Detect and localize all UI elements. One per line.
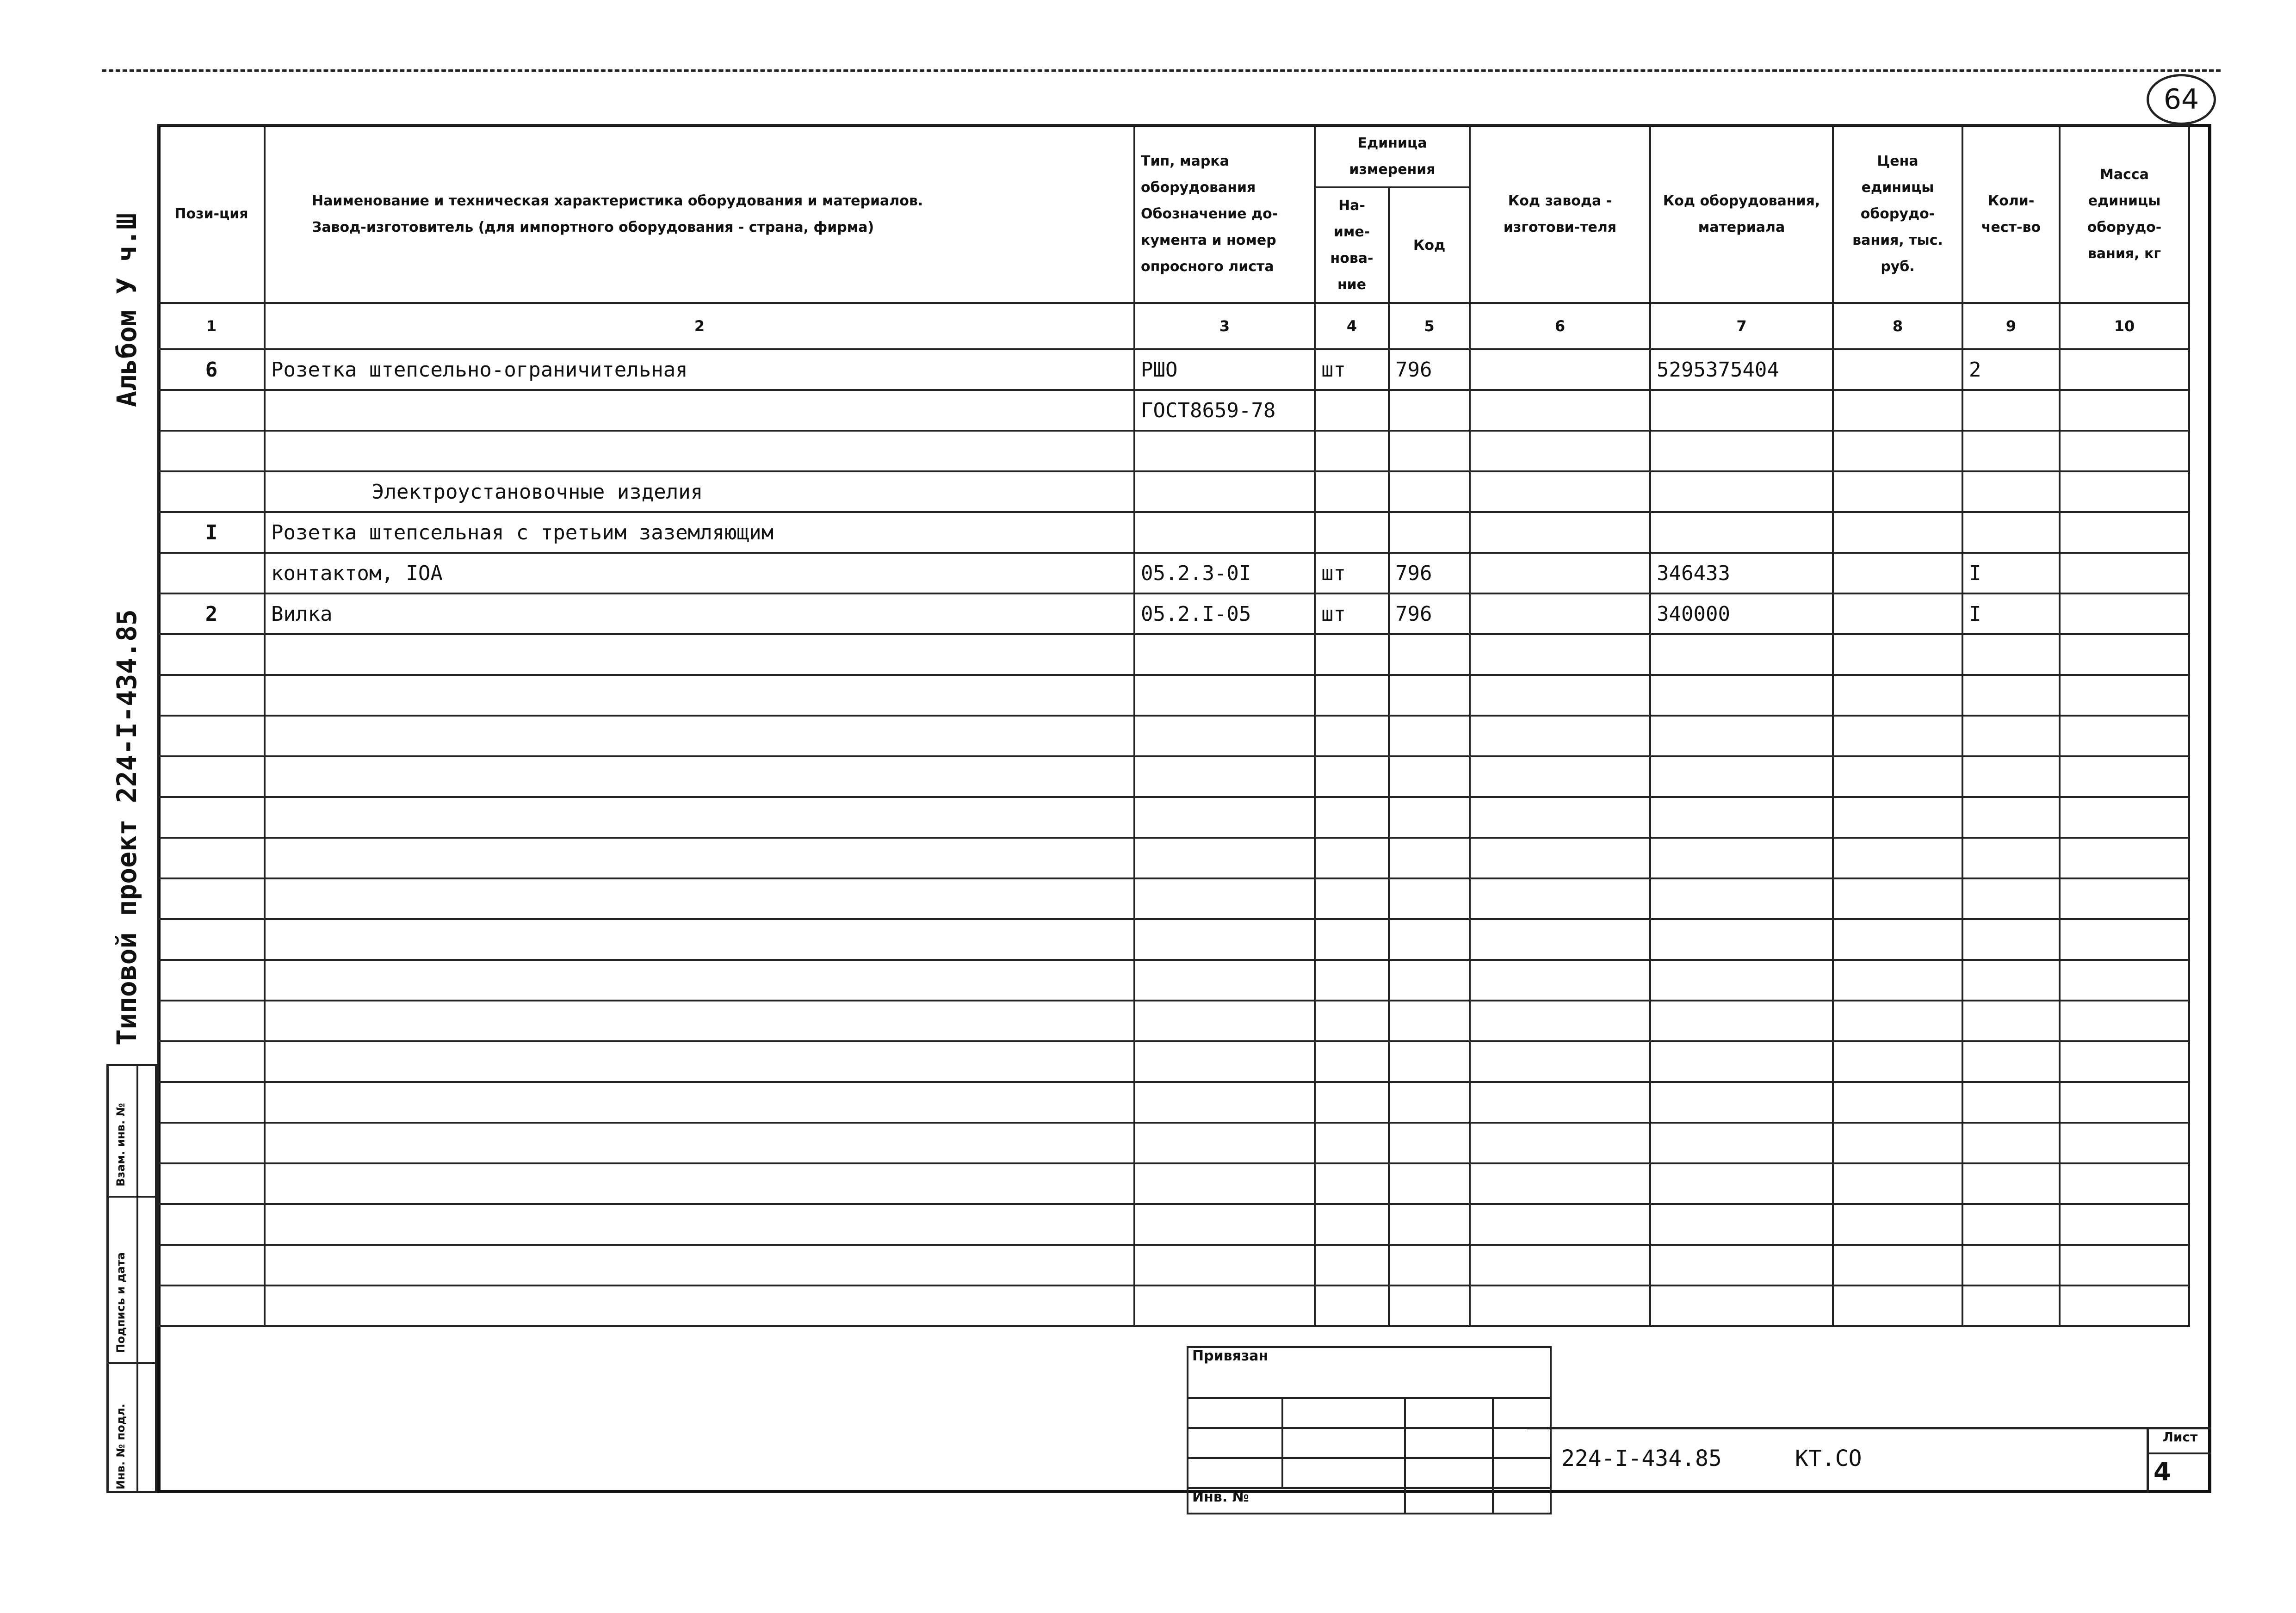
row-mass (2060, 471, 2189, 512)
row-quantity: 2 (1962, 349, 2060, 390)
row-code (1650, 512, 1833, 553)
row-position: I (158, 512, 265, 553)
header-type: Тип, марка оборудования Обозначение до-кумента и номер опросного листа (1134, 125, 1315, 303)
empty-row (158, 960, 2189, 1001)
empty-row (158, 1082, 2189, 1123)
row-mass (2060, 512, 2189, 553)
row-position (158, 390, 265, 431)
title-block-stamp (1187, 1346, 1552, 1514)
empty-row (158, 756, 2189, 797)
row-type: РШО (1134, 349, 1315, 390)
specification-table (157, 124, 2190, 1327)
row-unit: шт (1315, 349, 1389, 390)
empty-row (158, 675, 2189, 716)
row-mass (2060, 593, 2189, 634)
empty-row (158, 838, 2189, 878)
table-row (158, 471, 2189, 512)
stamp-inv: Инв. № (1188, 1488, 1405, 1514)
header-price: Цена единицы оборудо-вания, тыс. руб. (1833, 125, 1962, 303)
row-unit-code (1389, 390, 1470, 431)
row-unit (1315, 431, 1389, 471)
row-price (1833, 390, 1962, 431)
row-type: 05.2.3-0I (1134, 553, 1315, 593)
row-unit-code (1389, 431, 1470, 471)
row-name: Вилка (265, 593, 1134, 634)
row-code (1650, 431, 1833, 471)
header-equipment-code: Код оборудования, материала (1650, 125, 1833, 303)
row-code: 346433 (1650, 553, 1833, 593)
row-price (1833, 512, 1962, 553)
row-name (265, 390, 1134, 431)
row-factory-code (1470, 471, 1650, 512)
row-type: ГОСТ8659-78 (1134, 390, 1315, 431)
row-quantity: I (1962, 553, 2060, 593)
column-number: 3 (1134, 303, 1315, 349)
table-row (158, 431, 2189, 471)
page-number: 64 (2147, 74, 2216, 125)
row-position (158, 471, 265, 512)
row-unit: шт (1315, 553, 1389, 593)
row-mass (2060, 349, 2189, 390)
row-unit-code: 796 (1389, 593, 1470, 634)
row-price (1833, 553, 1962, 593)
row-name: контактом, IOA (265, 553, 1134, 593)
column-number: 1 (158, 303, 265, 349)
column-number: 6 (1470, 303, 1650, 349)
empty-row (158, 919, 2189, 960)
sheet-value: 4 (2154, 1457, 2171, 1486)
row-unit-code (1389, 512, 1470, 553)
table-body (158, 349, 2189, 1326)
document-designation: 224-I-434.85 (1561, 1446, 1722, 1471)
column-number: 5 (1389, 303, 1470, 349)
column-number: 10 (2060, 303, 2189, 349)
header-unit-group: Единица измерения (1315, 125, 1470, 187)
strip-label-replace: Взам. инв. № (114, 1103, 127, 1187)
column-number: 2 (265, 303, 1134, 349)
header-mass: Масса единицы оборудо-вания, кг (2060, 125, 2189, 303)
row-factory-code (1470, 431, 1650, 471)
sheet-box (2147, 1429, 2211, 1493)
row-unit-code (1389, 471, 1470, 512)
empty-row (158, 634, 2189, 675)
album-label: Альбом У ч.Ш (111, 213, 142, 407)
row-type: 05.2.I-05 (1134, 593, 1315, 634)
row-price (1833, 349, 1962, 390)
row-mass (2060, 553, 2189, 593)
project-label: Типовой проект 224-I-434.85 (111, 609, 142, 1045)
row-unit (1315, 390, 1389, 431)
row-factory-code (1470, 349, 1650, 390)
stamp-attached: Привязан (1188, 1347, 1551, 1398)
row-name: Розетка штепсельная с третьим заземляющим (265, 512, 1134, 553)
row-type (1134, 471, 1315, 512)
row-quantity (1962, 390, 2060, 431)
row-mass (2060, 431, 2189, 471)
row-price (1833, 431, 1962, 471)
strip-label-signature: Подпись и дата (114, 1252, 127, 1353)
row-position: 6 (158, 349, 265, 390)
row-position: 2 (158, 593, 265, 634)
row-code: 5295375404 (1650, 349, 1833, 390)
column-number: 4 (1315, 303, 1389, 349)
header-position: Пози-ция (158, 125, 265, 303)
empty-row (158, 1204, 2189, 1245)
row-unit-code: 796 (1389, 349, 1470, 390)
row-price (1833, 593, 1962, 634)
empty-row (158, 1123, 2189, 1163)
empty-row (158, 1245, 2189, 1285)
header-unit-code: Код (1389, 187, 1470, 303)
row-code: 340000 (1650, 593, 1833, 634)
empty-row (158, 1285, 2189, 1326)
sheet-label: Лист (2149, 1429, 2211, 1454)
empty-row (158, 878, 2189, 919)
row-type (1134, 512, 1315, 553)
column-number: 8 (1833, 303, 1962, 349)
row-name: Электроустановочные изделия (265, 471, 1134, 512)
row-quantity (1962, 471, 2060, 512)
strip-label-inventory: Инв. № подл. (114, 1403, 127, 1489)
row-unit (1315, 471, 1389, 512)
table-row (158, 512, 2189, 553)
column-number: 7 (1650, 303, 1833, 349)
row-unit-code: 796 (1389, 553, 1470, 593)
empty-row (158, 716, 2189, 756)
row-factory-code (1470, 390, 1650, 431)
header-unit-name: На-име-нова-ние (1315, 187, 1389, 303)
row-unit: шт (1315, 593, 1389, 634)
row-name: Розетка штепсельно-ограничительная (265, 349, 1134, 390)
approval-strip (106, 1064, 157, 1493)
document-mark: КТ.СО (1795, 1446, 1862, 1471)
row-mass (2060, 390, 2189, 431)
empty-row (158, 1163, 2189, 1204)
row-type (1134, 431, 1315, 471)
table-row (158, 390, 2189, 431)
row-quantity (1962, 431, 2060, 471)
row-code (1650, 390, 1833, 431)
row-name (265, 431, 1134, 471)
row-unit (1315, 512, 1389, 553)
header-quantity: Коли-чест-во (1962, 125, 2060, 303)
row-code (1650, 471, 1833, 512)
row-factory-code (1470, 512, 1650, 553)
column-number: 9 (1962, 303, 2060, 349)
empty-row (158, 797, 2189, 838)
table-row (158, 593, 2189, 634)
header-factory-code: Код завода - изготови-теля (1470, 125, 1650, 303)
empty-row (158, 1041, 2189, 1082)
stamp-divider (1527, 1427, 2211, 1429)
header-name (265, 125, 1134, 303)
row-position (158, 553, 265, 593)
row-position (158, 431, 265, 471)
empty-row (158, 1001, 2189, 1041)
row-price (1833, 471, 1962, 512)
header-name-line2: Завод-изготовитель (для импортного оборудования - страна, фирма) (312, 219, 874, 235)
header-name-line1: Наименование и техническая характеристика оборудования и материалов. (312, 192, 923, 209)
top-dashed-line (102, 69, 2221, 72)
row-factory-code (1470, 553, 1650, 593)
row-quantity: I (1962, 593, 2060, 634)
row-factory-code (1470, 593, 1650, 634)
table-row (158, 349, 2189, 390)
table-row (158, 553, 2189, 593)
row-quantity (1962, 512, 2060, 553)
